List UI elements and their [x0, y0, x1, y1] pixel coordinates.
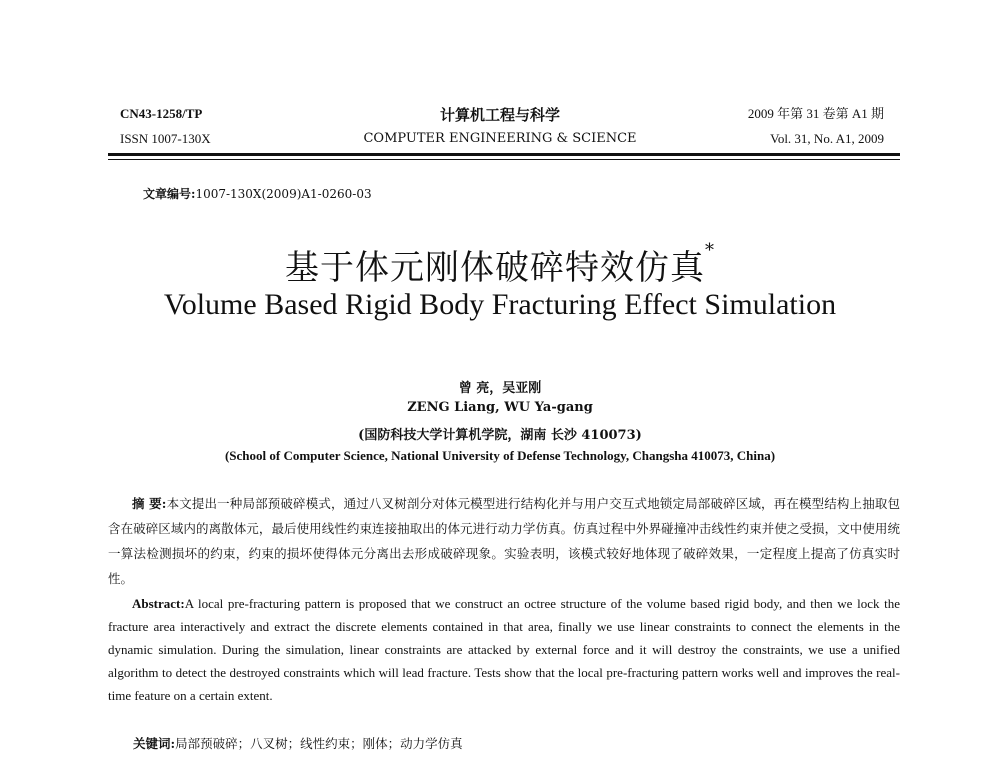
keywords	[133, 734, 463, 752]
keywords-label: 关键词:	[133, 736, 176, 751]
abstract-en	[108, 592, 900, 707]
title-cn-text: 基于体元刚体破碎特效仿真	[285, 248, 705, 288]
journal-issue-en: Vol. 31, No. A1, 2009	[770, 131, 884, 146]
abstract-cn-label: 摘 要:	[132, 496, 167, 511]
keywords-text: 局部预破碎；八叉树；线性约束；刚体；动力学仿真	[175, 736, 463, 751]
authors-cn: 曾 亮，吴亚刚	[458, 381, 542, 396]
abstract-cn	[108, 491, 900, 591]
authors-en: ZENG Liang, WU Ya-gang	[407, 400, 593, 415]
header-rule-thick	[108, 153, 900, 156]
abstract-en-text: A local pre-fracturing pattern is proposed that we construct an octree structure of the volume based rigid body, and then we lock the fracture area interactively and extract the discrete elements contained in that area, finally we use linear constraints to connect the elements in the dynamic simulation. During the simulation, linear constraints are attacked by external force and it will destroy the constraints, we use a unified algorithm to detect the destroyed constraints which will lead fracture. Tests show that the local pre-fracturing pattern works well and improves the real-time feature on a certain extent.	[108, 596, 900, 703]
header-rule-thin	[108, 159, 900, 160]
article-number-value: 1007-130X(2009)A1-0260-03	[195, 187, 372, 201]
journal-cn-code: CN43-1258/TP	[120, 106, 203, 121]
article-number	[143, 185, 372, 202]
journal-issue-cn: 2009 年第 31 卷第 A1 期	[747, 106, 884, 121]
title-en: Volume Based Rigid Body Fracturing Effect Simulation	[163, 288, 837, 321]
journal-issn: ISSN 1007-130X	[120, 131, 211, 146]
title-cn	[0, 240, 1000, 289]
affiliation-cn: (国防科技大学计算机学院，湖南 长沙 410073)	[358, 428, 642, 443]
title-footnote-mark: *	[705, 240, 715, 261]
article-number-label: 文章编号:	[143, 187, 196, 201]
affiliation-en: (School of Computer Science, National University of Defense Technology, Changsha 410073, China)	[224, 448, 776, 463]
abstract-cn-text: 本文提出一种局部预破碎模式，通过八叉树剖分对体元模型进行结构化并与用户交互式地锁定局部破碎区域，再在模型结构上抽取包含在破碎区域内的离散体元，最后使用线性约束连接抽取出的体元进行动力学仿真。仿真过程中外界碰撞冲击线性约束并使之受损，文中使用统一算法检测损坏的约束，约束的损坏使得体元分离出去形成破碎现象。实验表明，该模式较好地体现了破碎效果，一定程度上提高了仿真实时性。	[108, 496, 900, 586]
journal-name-en: COMPUTER ENGINEERING & SCIENCE	[363, 131, 637, 146]
journal-name-cn: 计算机工程与科学	[439, 106, 560, 124]
abstract-en-label: Abstract:	[132, 596, 185, 611]
